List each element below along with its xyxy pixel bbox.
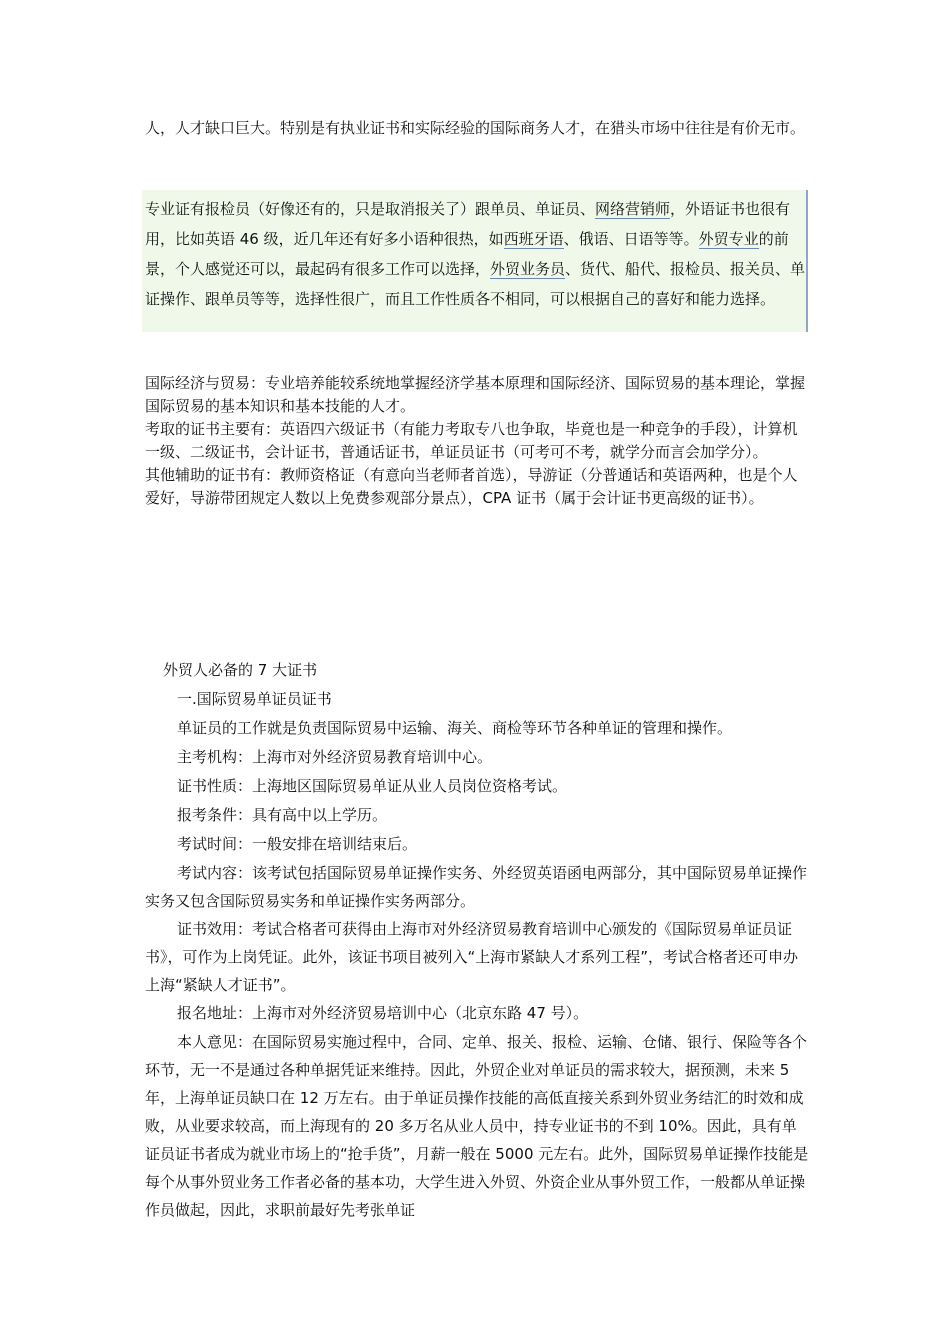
callout-text: 专业证有报检员（好像还有的，只是取消报关了）跟单员、单证员、 (145, 200, 596, 218)
cert-paragraph: 证书性质：上海地区国际贸易单证从业人员岗位资格考试。 (177, 777, 568, 795)
highlighted-quote-box (142, 190, 808, 332)
link-spanish[interactable]: 西班牙语 (503, 230, 564, 248)
callout-text: 、俄语、日语等等。 (563, 230, 699, 248)
cert-paragraph: 考试时间：一般安排在培训结束后。 (177, 835, 418, 853)
callout-text: ，外语证书也很有用，比如英语 46 级，近几年还有好多小语种很热，如 (145, 200, 791, 248)
cert-paragraph: 单证员的工作就是负责国际贸易中运输、海关、商检等环节各种单证的管理和操作。 (177, 719, 733, 737)
link-trade-major[interactable]: 外贸专业 (698, 230, 759, 248)
link-network-marketer[interactable]: 网络营销师 (595, 200, 671, 218)
major-section (145, 372, 809, 510)
cert-paragraph: 证书效用：考试合格者可获得由上海市对外经济贸易教育培训中心颁发的《国际贸易单证员证书》，可作为上岗凭证。此外，该证书项目被列入“上海市紧缺人才系列工程”，考试合格者还可申办上海“紧缺人才证书”。 (145, 920, 799, 994)
major-paragraph: 其他辅助的证书有：教师资格证（有意向当老师者首选），导游证（分普通话和英语两种，也是个人爱好，导游带团规定人数以上免费参观部分景点），CPA 证书（属于会计证书更高级的证书）。 (145, 466, 798, 507)
callout-text: 的前景，个人感觉还可以，最起码有很多工作可以选择， (145, 230, 789, 278)
cert-paragraph: 本人意见：在国际贸易实施过程中，合同、定单、报关、报检、运输、仓储、银行、保险等各个环节，无一不是通过各种单据凭证来维持。因此，外贸企业对单证员的需求较大，据预测，未来 5 年，上海单证员缺口在 12 万左右。由于单证员操作技能的高低直接关系到外贸业务结汇的时效和成败，从业要求较高，而上海现有的 20 多万名从业人员中，持专业证书的不到 10%。因此，具有单证员证书者成为就业市场上的“抢手货”，月薪一般在 5000 元左右。此外，国际贸易单证操作技能是每个从事外贸业务工作者必备的基本功，大学生进入外贸、外资企业从事外贸工作，一般都从单证操作员做起，因此，求职前最好先考张单证 (145, 1033, 809, 1219)
major-paragraph: 国际经济与贸易：专业培养能较系统地掌握经济学基本原理和国际经济、国际贸易的基本理论，掌握国际贸易的基本知识和基本技能的人才。 (145, 374, 806, 415)
intro-paragraph: 人，人才缺口巨大。特别是有执业证书和实际经验的国际商务人才，在猎头市场中往往是有价无市。 (145, 119, 806, 137)
link-trade-salesperson[interactable]: 外贸业务员 (490, 260, 566, 278)
major-paragraph: 考取的证书主要有：英语四六级证书（有能力考取专八也争取，毕竟也是一种竞争的手段），计算机一级、二级证书，会计证书，普通话证书，单证员证书（可考可不考，就学分而言会加学分）。 (145, 420, 798, 461)
certificates-section (145, 656, 809, 1224)
cert-paragraph: 主考机构：上海市对外经济贸易教育培训中心。 (177, 748, 493, 766)
cert-paragraph: 报名地址：上海市对外经济贸易培训中心（北京东路 47 号）。 (177, 1004, 589, 1022)
cert-heading: 一.国际贸易单证员证书 (177, 690, 332, 708)
cert-paragraph: 考试内容：该考试包括国际贸易单证操作实务、外经贸英语函电两部分，其中国际贸易单证操作实务又包含国际贸易实务和单证操作实务两部分。 (145, 864, 808, 910)
cert-paragraph: 报考条件：具有高中以上学历。 (177, 806, 388, 824)
section-title: 外贸人必备的 7 大证书 (163, 661, 318, 679)
callout-text: 、货代、船代、报检员、报关员、单证操作、跟单员等等，选择性很广，而且工作性质各不相同，可以根据自己的喜好和能力选择。 (145, 260, 806, 308)
